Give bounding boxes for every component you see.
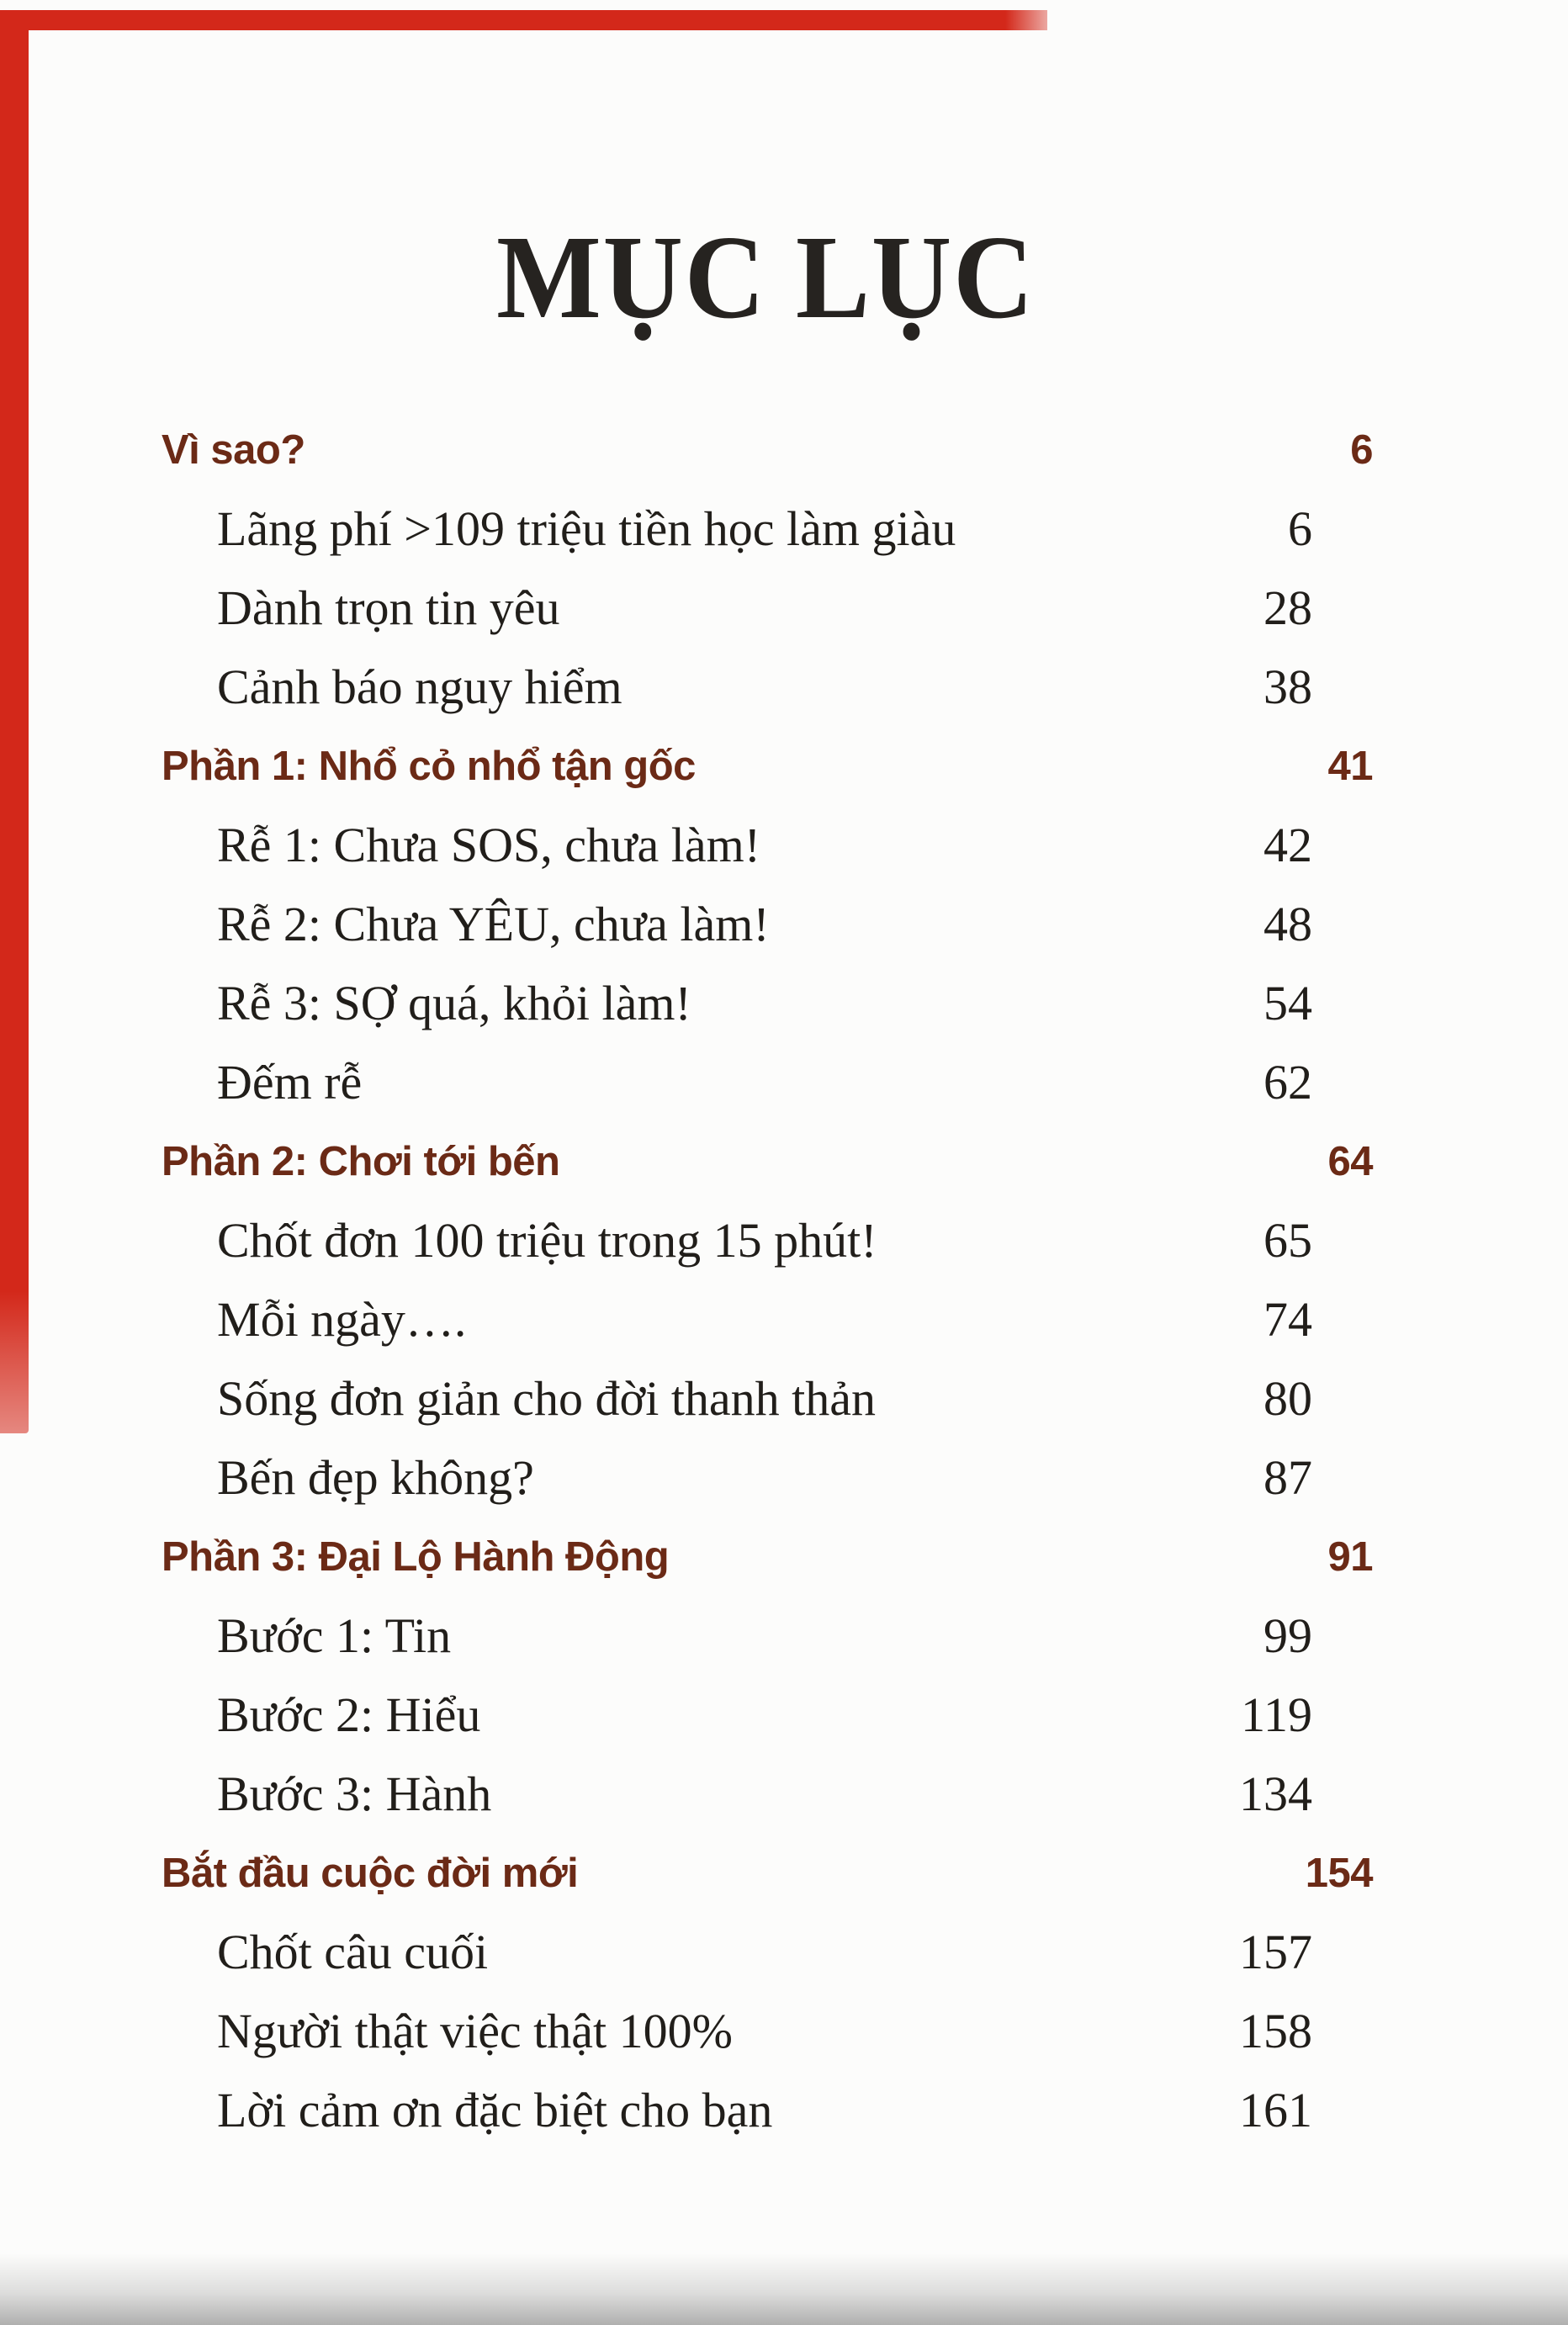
toc-entry [162, 806, 1373, 885]
toc-entry [162, 1438, 1373, 1517]
toc-entry [162, 2071, 1373, 2150]
toc-entry-page: 80 [1263, 1371, 1312, 1426]
toc-entry [162, 1517, 1373, 1597]
toc-entry [162, 964, 1373, 1043]
toc-entry-label: Rễ 1: Chưa SOS, chưa làm! [217, 818, 761, 872]
toc-entry [162, 727, 1373, 806]
toc-entry-label: Bước 1: Tin [217, 1608, 452, 1663]
toc-entry-label: Mỗi ngày…. [217, 1292, 467, 1347]
toc-entry-page: 65 [1263, 1213, 1312, 1268]
toc-entry [162, 1201, 1373, 1280]
toc-entry-page: 41 [1327, 744, 1373, 789]
page-title [0, 209, 1549, 346]
toc-entry-label: Sống đơn giản cho đời thanh thản [217, 1371, 877, 1426]
toc-entry [162, 1755, 1373, 1834]
toc-entry-label: Phần 1: Nhổ cỏ nhổ tận gốc [162, 744, 696, 789]
toc-entry [162, 1597, 1373, 1676]
toc-entry-page: 91 [1327, 1534, 1373, 1580]
toc-entry [162, 885, 1373, 964]
toc-entry-label: Rễ 2: Chưa YÊU, chưa làm! [217, 897, 770, 951]
toc-entry [162, 1043, 1373, 1122]
toc-entry [162, 1992, 1373, 2071]
toc-entry [162, 648, 1373, 727]
toc-entry [162, 490, 1373, 569]
toc-entry-label: Cảnh báo nguy hiểm [217, 659, 622, 714]
toc-entry-page: 158 [1239, 2004, 1312, 2058]
toc-entry-page: 157 [1239, 1925, 1312, 1979]
toc-entry-page: 48 [1263, 897, 1312, 951]
toc-entry-page: 161 [1239, 2083, 1312, 2137]
toc-entry [162, 1676, 1373, 1755]
toc-list [162, 410, 1373, 2150]
toc-entry-label: Bước 3: Hành [217, 1766, 492, 1821]
toc-entry-label: Lời cảm ơn đặc biệt cho bạn [217, 2083, 773, 2137]
toc-entry-label: Chốt câu cuối [217, 1925, 489, 1979]
toc-entry-page: 54 [1263, 976, 1312, 1030]
toc-entry-page: 87 [1263, 1450, 1312, 1505]
toc-entry-page: 64 [1327, 1139, 1373, 1184]
toc-entry [162, 569, 1373, 648]
page-title-text: MỤC LỤC [495, 210, 1036, 343]
toc-entry [162, 1913, 1373, 1992]
toc-entry-label: Bắt đầu cuộc đời mới [162, 1851, 579, 1896]
toc-entry-page: 6 [1350, 427, 1373, 473]
toc-entry-label: Bến đẹp không? [217, 1450, 534, 1505]
page-bottom-shadow [0, 2254, 1568, 2325]
toc-entry [162, 1280, 1373, 1359]
toc-entry-label: Bước 2: Hiểu [217, 1687, 481, 1742]
toc-entry-label: Vì sao? [162, 427, 305, 473]
toc-entry-page: 134 [1239, 1766, 1312, 1821]
toc-entry-page: 62 [1263, 1055, 1312, 1110]
toc-entry-label: Người thật việc thật 100% [217, 2004, 733, 2058]
toc-entry-label: Đếm rễ [217, 1055, 363, 1110]
toc-entry-page: 6 [1288, 501, 1312, 556]
toc-entry-page: 28 [1263, 580, 1312, 635]
toc-entry-page: 154 [1305, 1851, 1373, 1896]
toc-entry-label: Dành trọn tin yêu [217, 580, 560, 635]
toc-entry-page: 119 [1241, 1687, 1312, 1742]
toc-entry-label: Phần 3: Đại Lộ Hành Động [162, 1534, 670, 1580]
toc-entry-page: 74 [1263, 1292, 1312, 1347]
toc-entry-label: Phần 2: Chơi tới bến [162, 1139, 560, 1184]
toc-entry-label: Lãng phí >109 triệu tiền học làm giàu [217, 501, 956, 556]
book-cover-edge-top [0, 10, 1047, 30]
toc-entry [162, 1834, 1373, 1913]
toc-entry-label: Rễ 3: SỢ quá, khỏi làm! [217, 976, 691, 1030]
toc-entry-page: 38 [1263, 659, 1312, 714]
toc-entry-label: Chốt đơn 100 triệu trong 15 phút! [217, 1213, 877, 1268]
toc-entry-page: 99 [1263, 1608, 1312, 1663]
toc-entry [162, 410, 1373, 490]
toc-entry [162, 1122, 1373, 1201]
toc-entry [162, 1359, 1373, 1438]
toc-entry-page: 42 [1263, 818, 1312, 872]
